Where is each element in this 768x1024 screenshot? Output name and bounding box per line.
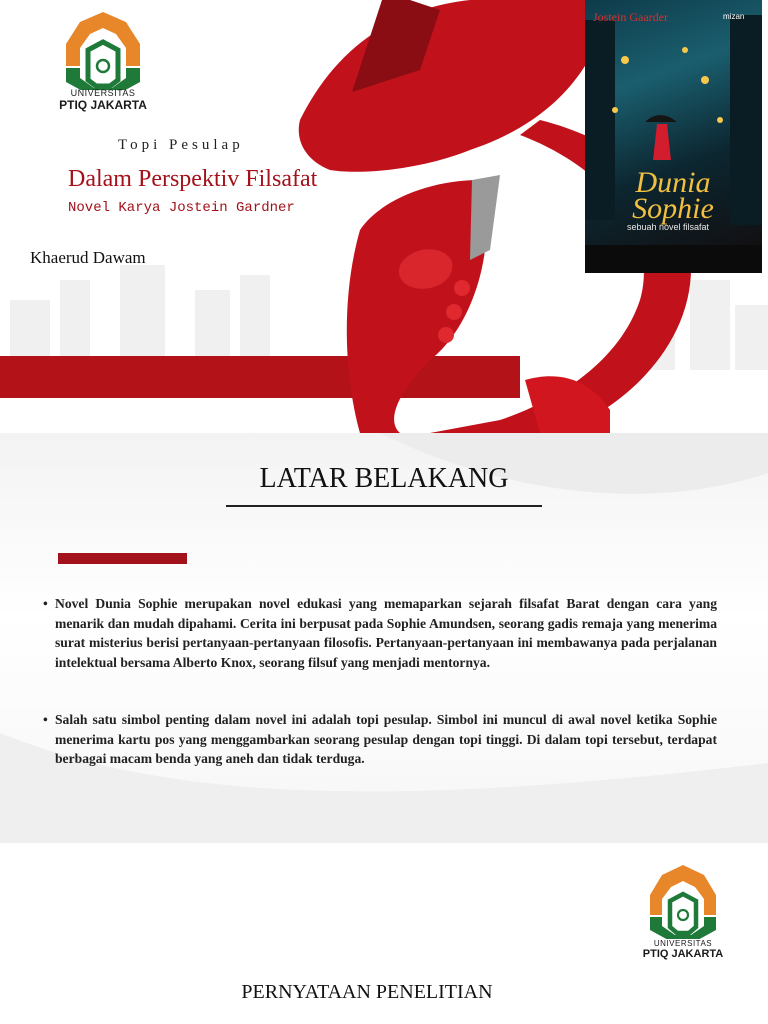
list-item: [43, 594, 717, 672]
cover-tagline: sebuah novel filsafat: [627, 222, 710, 232]
logo-text-ptiq: PTIQ JAKARTA: [642, 948, 724, 960]
logo-text-ptiq: PTIQ JAKARTA: [59, 98, 147, 112]
cover-title-line2: Sophie: [632, 192, 714, 225]
dot: [533, 41, 547, 55]
red-band: [0, 356, 520, 398]
bullet-icon: •: [43, 596, 48, 611]
dot: [518, 5, 532, 19]
background-slide: [0, 433, 768, 843]
bullet-text: Novel Dunia Sophie merupakan novel edukasi yang memaparkan sejarah filsafat Barat dengan cara yang menarik dan mudah dipahami. Cerita ini berpusat pada Sophie Amundsen, seorang gadis remaja yang menerima surat misterius berisi pertanyaan-pertanyaan filosofis. Pertanyaan-pertanyaan ini membawanya pada perjalanan intelektual bersama Alberto Knox, seorang filsuf yang menjadi mentornya.: [55, 596, 717, 670]
cover-author: Jostein Gaarder: [593, 10, 668, 24]
dot: [454, 280, 470, 296]
logo-emblem-icon: [628, 861, 738, 939]
university-logo: [48, 6, 158, 114]
section-heading: PERNYATAAN PENELITIAN: [241, 981, 493, 1003]
dot: [446, 304, 462, 320]
cover-publisher: mizan: [723, 12, 745, 21]
grey-stroke: [470, 175, 500, 260]
bullet-icon: •: [43, 712, 48, 727]
logo-text-universitas: UNIVERSITAS: [70, 88, 136, 98]
bullet-text: Salah satu simbol penting dalam novel ini adalah topi pesulap. Simbol ini muncul di awal novel ketika Sophie menerima kartu pos yang menggambarkan seorang pesulap dengan topi tinggi. Di dalam topi tersebut, terdapat berbagai macam benda yang aneh dan tidak terduga.: [55, 712, 717, 766]
dot: [526, 23, 540, 37]
list-item: [43, 710, 717, 769]
logo-text-universitas: UNIVERSITAS: [653, 939, 713, 948]
presentation-title: Dalam Perspektiv Filsafat: [68, 166, 318, 192]
presenter-name: Khaerud Dawam: [30, 248, 146, 267]
university-logo: [628, 861, 738, 961]
presentation-subtitle: Topi Pesulap: [118, 137, 244, 153]
dot: [438, 327, 454, 343]
statement-slide: [0, 843, 768, 1024]
section-heading: LATAR BELAKANG: [259, 463, 509, 494]
heading-underline: [226, 505, 542, 507]
cover-illustration: [585, 0, 762, 273]
logo-emblem-icon: [48, 6, 158, 90]
accent-bar: [58, 553, 187, 564]
novel-author-line: Novel Karya Jostein Gardner: [68, 200, 295, 216]
book-cover-image: [585, 0, 762, 273]
cover-title-line1: Dunia: [635, 166, 711, 199]
title-slide: [0, 0, 768, 433]
